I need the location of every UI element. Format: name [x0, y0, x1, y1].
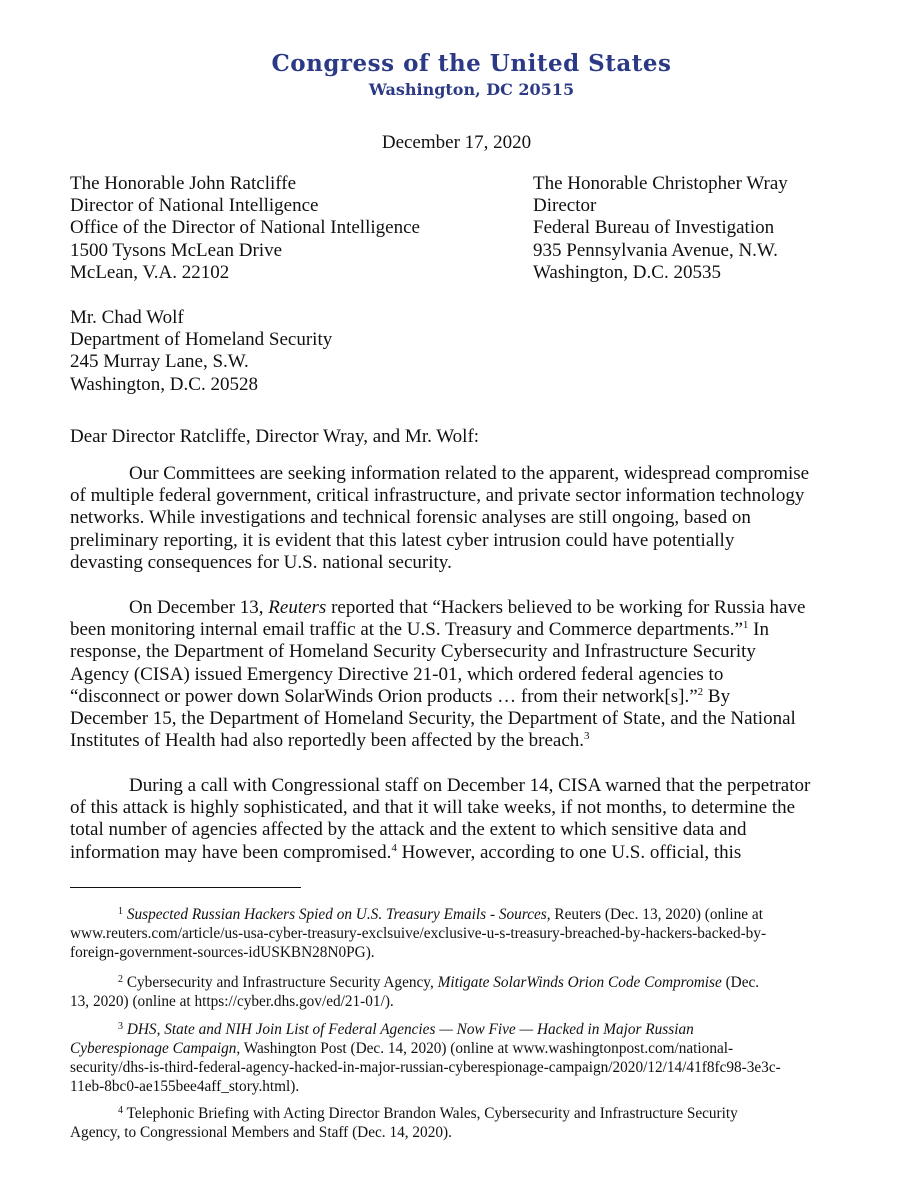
recipient-block-wray — [533, 173, 788, 284]
footnote-ref-2[interactable]: 2 — [697, 685, 704, 698]
address-line: McLean, V.A. 22102 — [70, 261, 230, 283]
address-line: Office of the Director of National Intelligence — [70, 217, 420, 239]
footnote-ref-4[interactable]: 4 — [391, 841, 397, 854]
address-line: Department of Homeland Security — [70, 329, 333, 351]
footnote-3 — [70, 1020, 850, 1096]
address-line: 1500 Tysons McLean Drive — [70, 239, 283, 261]
recipient-block-ratcliffe — [70, 173, 420, 284]
footnote-number: 1 — [118, 906, 123, 917]
recipient-block-wolf — [70, 307, 332, 396]
footnote-link-line[interactable]: 13, 2020) (online at https://cyber.dhs.gov/ed/21-01/). — [70, 993, 394, 1010]
address-line: The Honorable John Ratcliffe — [70, 173, 296, 194]
paragraph-3 — [70, 775, 840, 864]
address-line: The Honorable Christopher Wray — [533, 173, 788, 194]
address-line: Washington, D.C. 20528 — [70, 373, 258, 395]
address-line: Director — [533, 195, 597, 217]
footnote-number: 2 — [118, 974, 123, 985]
text-line: preliminary reporting, it is evident that this latest cyber intrusion could have potentially — [70, 529, 735, 551]
footnote-4 — [70, 1104, 850, 1142]
text-line: Agency (CISA) issued Emergency Directive 21-01, which ordered federal agencies to — [70, 663, 724, 685]
footnote-ref-3[interactable]: 3 — [584, 730, 590, 743]
footnote-number: 4 — [118, 1105, 123, 1116]
footnote-title: Mitigate SolarWinds Orion Code Compromise — [437, 974, 722, 991]
text-line: response, the Department of Homeland Security Cybersecurity and Infrastructure Security — [70, 641, 756, 663]
footnote-ref-1[interactable]: 1 — [742, 619, 749, 632]
address-line: 935 Pennsylvania Avenue, N.W. — [533, 239, 778, 261]
text-line: devasting consequences for U.S. national security. — [70, 551, 452, 573]
text-line: On December 13, Reuters reported that “Hackers believed to be working for Russia have — [129, 597, 806, 618]
text-line — [70, 1020, 850, 1039]
text-line: total number of agencies affected by the attack and the extent to which sensitive data and — [70, 819, 747, 841]
text-line: During a call with Congressional staff on December 14, CISA warned that the perpetrator — [129, 775, 811, 796]
footnote-link-line[interactable]: 11eb-8bc0-ae155bee4aff_story.html). — [70, 1078, 300, 1095]
address-line: Federal Bureau of Investigation — [533, 217, 775, 239]
footnote-number: 3 — [118, 1021, 123, 1032]
text-line: networks. While investigations and technical forensic analyses are still ongoing, based on — [70, 507, 751, 529]
footnote-2 — [70, 973, 850, 1011]
address-line: Mr. Chad Wolf — [70, 307, 184, 328]
letter-date: December 17, 2020 — [381, 132, 532, 153]
text-line: “disconnect or power down SolarWinds Orion products … from their network[s].”$^2$ By — [70, 685, 731, 707]
publication-name: Reuters — [268, 597, 327, 618]
text-line: December 15, the Department of Homeland Security, the Department of State, and the National — [70, 708, 796, 730]
letterhead — [0, 50, 913, 100]
address-line: Washington, D.C. 20535 — [533, 261, 721, 283]
text-line: Institutes of Health had also reportedly been affected by the breach.$^3$ — [70, 730, 590, 752]
text-line: information may have been compromised.$^4$ However, according to one U.S. official, this — [70, 841, 742, 863]
footnote-link-line[interactable]: foreign-government-sources-idUSKBN28N0PG). — [70, 944, 375, 961]
text-line: Our Committees are seeking information related to the apparent, widespread compromise — [129, 463, 810, 484]
text-line: $^1$ Suspected Russian Hackers Spied on U.S. Treasury Emails - Sources, Reuters (Dec. 13, 2020) (online at — [118, 906, 763, 923]
footnote-title: Suspected Russian Hackers Spied on U.S. Treasury Emails - Sources — [126, 906, 547, 923]
letterhead-title: Congress of the United States — [271, 50, 672, 77]
text-line: Cyberespionage Campaign, Washington Post (Dec. 14, 2020) (online at www.washingtonpost.com/national- — [70, 1040, 734, 1057]
text-line: Agency, to Congressional Members and Staff (Dec. 14, 2020). — [70, 1124, 452, 1141]
text-line: $^2$ Cybersecurity and Infrastructure Security Agency, Mitigate SolarWinds Orion Code Compromise (Dec. — [118, 974, 760, 991]
letterhead-address: Washington, DC 20515 — [368, 80, 575, 99]
paragraph-2 — [70, 597, 840, 752]
address-line: Director of National Intelligence — [70, 195, 319, 217]
footnote-title: DHS, State and NIH Join List of Federal Agencies — Now Five — Hacked in Major Russian — [126, 1021, 694, 1038]
salutation: Dear Director Ratcliffe, Director Wray, and Mr. Wolf: — [70, 426, 480, 447]
text-line: of this attack is highly sophisticated, and that it will take weeks, if not months, to determine the — [70, 797, 796, 819]
text-line: of multiple federal government, critical infrastructure, and private sector information technology — [70, 485, 805, 507]
text-line: been monitoring internal email traffic at the U.S. Treasury and Commerce departments.”$^1$ In — [70, 619, 769, 641]
text-line: $^4$ Telephonic Briefing with Acting Director Brandon Wales, Cybersecurity and Infrastructure Security — [118, 1105, 738, 1122]
paragraph-1 — [70, 463, 840, 574]
footnote-title: Cyberespionage Campaign — [70, 1040, 237, 1057]
footnote-separator — [70, 887, 301, 888]
footnote-link-line[interactable]: security/dhs-is-third-federal-agency-hacked-in-major-russian-cyberespionage-campaign/2020/12/14/41f8fc98-3e3c- — [70, 1059, 781, 1076]
footnote-link-line[interactable]: www.reuters.com/article/us-usa-cyber-treasury-exclsuive/exclusive-u-s-treasury-breached-by-hackers-backed-by- — [70, 925, 767, 942]
footnote-1 — [70, 905, 850, 962]
address-line: 245 Murray Lane, S.W. — [70, 351, 249, 373]
